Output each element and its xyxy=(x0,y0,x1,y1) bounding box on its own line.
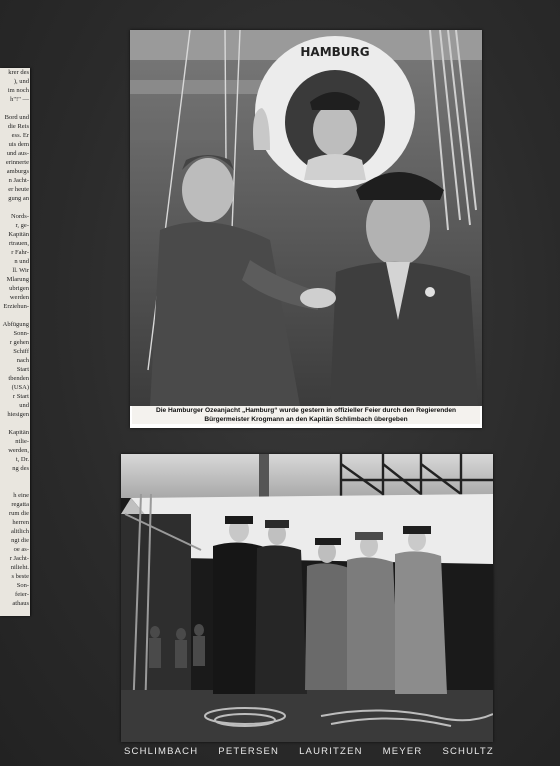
clipping-line: ngt die xyxy=(11,537,29,544)
clipping-line: rtrauen, xyxy=(8,240,29,247)
top-photo-caption xyxy=(132,406,480,424)
bottom-photo xyxy=(121,454,493,742)
clipping-line: ), und xyxy=(13,78,29,85)
clipping-line: Schiff xyxy=(13,348,29,355)
name-lauritzen: LAURITZEN xyxy=(299,746,363,757)
clipping-line: ubrigen xyxy=(9,285,29,292)
clipping-line: krer des xyxy=(8,69,29,76)
clipping-line: herren xyxy=(12,519,29,526)
bottom-photo-image xyxy=(121,454,493,742)
name-petersen: PETERSEN xyxy=(218,746,280,757)
clipping-line: werden, xyxy=(8,447,29,454)
clipping-line: ntlie- xyxy=(15,438,29,445)
clipping-line: (USA) xyxy=(11,384,29,391)
clipping-line xyxy=(0,104,30,113)
clipping-line xyxy=(0,482,30,491)
clipping-line: n und xyxy=(14,258,29,265)
top-photo xyxy=(130,30,482,428)
clipping-line: amburgs xyxy=(6,168,29,175)
clipping-line: nilieht. xyxy=(10,564,29,571)
top-photo-image xyxy=(130,30,482,428)
clipping-line: r Jacht- xyxy=(9,555,29,562)
clipping-line: athaus xyxy=(12,600,29,607)
clipping-line xyxy=(0,419,30,428)
name-schlimbach: SCHLIMBACH xyxy=(124,746,199,757)
clipping-line: im noch xyxy=(7,87,29,94)
clipping-line: Erziehun- xyxy=(3,303,29,310)
clipping-line: Son- xyxy=(16,582,29,589)
clipping-line: r Fahr- xyxy=(11,249,29,256)
newspaper-clipping xyxy=(0,68,30,616)
clipping-line: gung an xyxy=(8,195,29,202)
lifebuoy-text: HAMBURG xyxy=(300,45,370,59)
clipping-line: oe as- xyxy=(13,546,29,553)
clipping-line: regatta xyxy=(11,501,29,508)
clipping-line: tbenden xyxy=(8,375,29,382)
clipping-line: Bord und xyxy=(4,114,29,121)
clipping-line: r Start xyxy=(12,393,29,400)
clipping-line: alitlich xyxy=(10,528,29,535)
clipping-line: uis dem xyxy=(8,141,29,148)
clipping-line: erinnerte xyxy=(5,159,29,166)
clipping-line: s beste xyxy=(11,573,29,580)
clipping-line: ess. Er xyxy=(11,132,29,139)
clipping-line: Nords- xyxy=(10,213,29,220)
clipping-line xyxy=(0,473,30,482)
name-schultz: SCHULTZ xyxy=(442,746,494,757)
clipping-line: Start xyxy=(16,366,29,373)
clipping-line: t, Dr. xyxy=(15,456,29,463)
clipping-line: und aus- xyxy=(6,150,29,157)
clipping-line: Kapitän xyxy=(8,429,29,436)
clipping-line: hiesigen xyxy=(7,411,29,418)
clipping-line: die Reis xyxy=(7,123,29,130)
clipping-line: Kapitän xyxy=(8,231,29,238)
clipping-line: r, ge- xyxy=(15,222,29,229)
clipping-line: werden xyxy=(9,294,29,301)
clipping-line xyxy=(0,311,30,320)
photo-names-caption xyxy=(124,746,494,760)
clipping-line: rum die xyxy=(8,510,29,517)
clipping-line: ll. Wir xyxy=(12,267,29,274)
clipping-line: ng des xyxy=(12,465,29,472)
clipping-line xyxy=(0,203,30,212)
clipping-line: h eine xyxy=(13,492,29,499)
clipping-line: h"!" — xyxy=(10,96,29,103)
clipping-line: n Jacht- xyxy=(8,177,29,184)
clipping-line: Abfügung xyxy=(2,321,29,328)
clipping-line: er heute xyxy=(8,186,29,193)
name-meyer: MEYER xyxy=(382,746,423,757)
clipping-line: Mlarung xyxy=(6,276,29,283)
clipping-line: r gehen xyxy=(9,339,29,346)
caption-line-2: Bürgermeister Krogmann an den Kapitän Schlimbach übergeben xyxy=(204,416,408,423)
clipping-line: feier- xyxy=(15,591,29,598)
caption-line-1: Die Hamburger Ozeanjacht „Hamburg“ wurde gestern in offizieller Feier durch den Regierenden xyxy=(155,407,457,414)
clipping-line: Sonn- xyxy=(13,330,29,337)
clipping-line: nach xyxy=(16,357,29,364)
clipping-line: und xyxy=(19,402,29,409)
